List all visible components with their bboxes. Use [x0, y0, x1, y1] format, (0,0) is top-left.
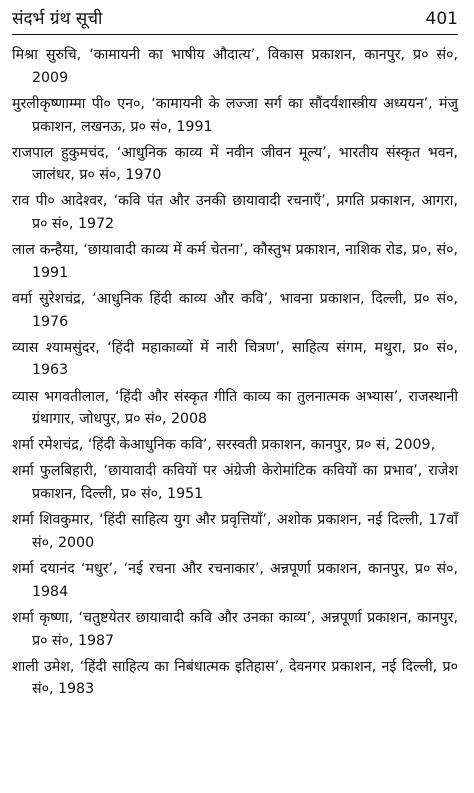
bibliography-entry: व्यास भगवतीलाल, ‘हिंदी और संस्कृत गीति काव्य का तुलनात्मक अभ्यास’, राजस्थानी ग्रंथागार, जोधपुर, प्र० सं०, 2008 — [12, 388, 458, 428]
bibliography-entry: मिश्रा सुरुचि, ‘कामायनी का भाषीय औदात्य’, विकास प्रकाशन, कानपुर, प्र० सं०, 2009 — [12, 47, 458, 86]
bibliography-entry: मुरलीकृष्णाम्मा पी० एन०, ‘कामायनी के लज्जा सर्ग का सौंदर्यशास्त्रीय अध्ययन’, मंजु प्रकाशन, लखनऊ, प्र० सं०, 1991 — [12, 95, 458, 135]
bibliography-entry: व्यास श्यामसुंदर, ‘हिंदी महाकाव्यों में नारी चित्रण’, साहित्य संगम, मथुरा, प्र० सं०, 1963 — [12, 339, 458, 379]
bibliography-entry: शर्मा शिवकुमार, ‘हिंदी साहित्य युग और प्रवृत्तियाँ’, अशोक प्रकाशन, नई दिल्ली, 17वाँ सं०, 2000 — [12, 512, 458, 551]
bibliography-entry: शर्मा फुलबिहारी, ‘छायावादी कवियों पर अंग्रेजी केरोमांटिक कवियों का प्रभाव’, राजेश प्रकाशन, दिल्ली, प्र० सं०, 1951 — [12, 463, 458, 503]
bibliography-list — [12, 44, 458, 701]
bibliography-entry: शाली उमेश, ‘हिंदी साहित्य का निबंधात्मक इतिहास’, देवनगर प्रकाशन, नई दिल्ली, प्र० सं०, 1983 — [12, 658, 458, 698]
bibliography-entry: शर्मा रमेशचंद्र, ‘हिंदी केआधुनिक कवि’, सरस्वती प्रकाशन, कानपुर, प्र० सं, 2009, — [12, 437, 436, 454]
bibliography-entry: वर्मा सुरेशचंद्र, ‘आधुनिक हिंदी काव्य और कवि’, भावना प्रकाशन, दिल्ली, प्र० सं०, 1976 — [12, 290, 458, 330]
bibliography-entry: शर्मा दयानंद ‘मधुर’, ‘नई रचना और रचनाकार’, अन्नपूर्णा प्रकाशन, कानपुर, प्र० सं०, 1984 — [12, 561, 458, 600]
running-header — [12, 6, 458, 32]
page-number: 401 — [425, 9, 458, 29]
bibliography-entry: शर्मा कृष्णा, ‘चतुष्टयेतर छायावादी कवि और उनका काव्य’, अन्नपूर्णा प्रकाशन, कानपुर, प्र० सं०, 1987 — [12, 609, 458, 649]
bibliography-entry: राव पी० आदेश्वर, ‘कवि पंत और उनकी छायावादी रचनाएँ’, प्रगति प्रकाशन, आगरा, प्र० सं०, 1972 — [12, 193, 458, 233]
bibliography-entry: लाल कन्हैया, ‘छायावादी काव्य में कर्म चेतना’, कौस्तुभ प्रकाशन, नाशिक रोड, प्र०, सं०, 1991 — [12, 242, 458, 281]
section-title: संदर्भ ग्रंथ सूची — [12, 9, 103, 29]
header-rule — [12, 34, 458, 35]
bibliography-entry: राजपाल हुकुमचंद, ‘आधुनिक काव्य में नवीन जीवन मूल्य’, भारतीय संस्कृत भवन, जालंधर, प्र० सं०, 1970 — [12, 144, 458, 184]
